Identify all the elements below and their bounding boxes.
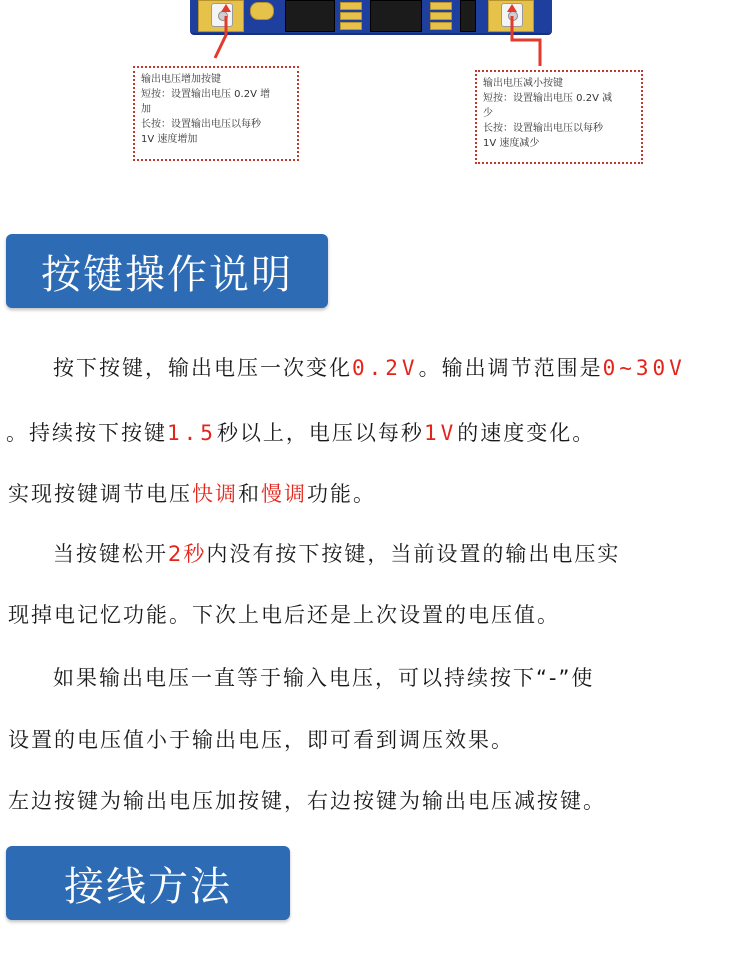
- paragraph: 左边按键为输出电压加按键，右边按键为输出电压减按键。: [8, 789, 606, 813]
- paragraph: 。持续按下按键1.5秒以上，电压以每秒1V的速度变化。: [6, 421, 596, 445]
- callout-plus-button: [133, 66, 299, 161]
- highlight-text: 2秒: [168, 542, 207, 566]
- highlight-value: 1V: [423, 421, 458, 445]
- highlight-value: 0.2V: [352, 356, 419, 380]
- section-title-button-instructions: 按键操作说明: [6, 234, 328, 308]
- callout-line: 1V 速度增加: [141, 134, 198, 145]
- highlight-text: 快调: [192, 482, 238, 506]
- callout-line: 短按：设置输出电压 0.2V 增: [141, 89, 271, 100]
- paragraph: 如果输出电压一直等于输入电压，可以持续按下“-”使: [53, 666, 595, 690]
- callout-line: 加: [141, 104, 151, 115]
- callout-line: 短按：设置输出电压 0.2V 减: [483, 93, 613, 104]
- callout-line: 1V 速度减少: [483, 138, 540, 149]
- callout-line: 少: [483, 108, 493, 119]
- paragraph: 按下按键，输出电压一次变化0.2V。输出调节范围是0~30V: [53, 356, 686, 380]
- callout-arrows: [0, 0, 750, 80]
- highlight-value: 1.5: [167, 421, 217, 445]
- callout-minus-button: [475, 70, 643, 164]
- paragraph: 实现按键调节电压快调和慢调功能。: [8, 482, 376, 506]
- callout-line: 输出电压减小按键: [483, 78, 563, 89]
- section-title-wiring: 接线方法: [6, 846, 290, 920]
- callout-line: 长按：设置输出电压以每秒: [483, 123, 603, 134]
- callout-line: 长按：设置输出电压以每秒: [141, 119, 261, 130]
- highlight-text: 慢调: [261, 482, 307, 506]
- highlight-value: 0~30V: [602, 356, 686, 380]
- paragraph: 当按键松开2秒内没有按下按键，当前设置的输出电压实: [53, 542, 621, 566]
- paragraph: 现掉电记忆功能。下次上电后还是上次设置的电压值。: [8, 603, 560, 627]
- callout-line: 输出电压增加按键: [141, 74, 221, 85]
- paragraph: 设置的电压值小于输出电压，即可看到调压效果。: [8, 728, 514, 752]
